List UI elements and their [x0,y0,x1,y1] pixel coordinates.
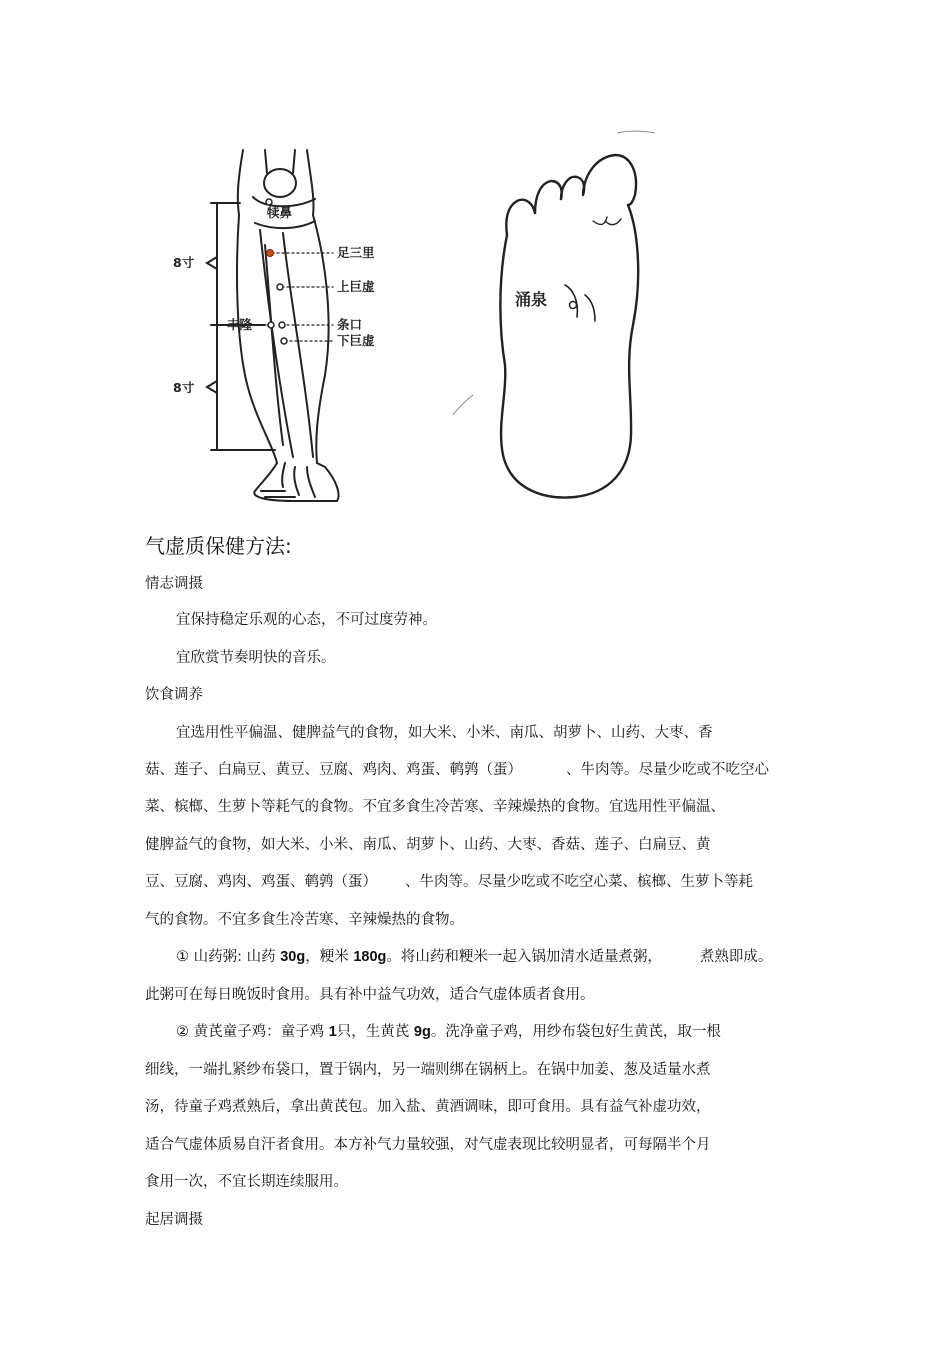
recipe-1-line [176,947,772,967]
zusanli-label: 足三里 [337,245,375,260]
text-segment: 煮熟即成。 [699,949,773,965]
section-heading: 气虚质保健方法: [145,534,292,558]
text-segment: 豆、豆腐、鸡肉、鸡蛋、鹌鹑（蛋） [145,874,377,890]
fenglong-label: 丰隆 [227,317,253,332]
xiajuxu-point [281,338,287,344]
paragraph: 宜保持稳定乐观的心态，不可过度劳神。 [176,612,437,628]
paragraph-line: 宜选用性平偏温、健脾益气的食物，如大米、小米、南瓜、胡萝卜、山药、大枣、香 [176,725,713,741]
paragraph: 宜欣赏节奏明快的音乐。 [176,650,336,666]
paragraph-line: 食用一次，不宜长期连续服用。 [145,1174,348,1190]
text-segment: 菇、莲子、白扁豆、黄豆、豆腐、鸡肉、鸡蛋、鹌鹑（蛋） [145,762,522,778]
recipe-amount: 1 [328,1024,337,1040]
recipe-amount: 9g [413,1024,431,1040]
paragraph-line: 此粥可在每日晚饭时食用。具有补中益气功效，适合气虚体质者食用。 [145,987,595,1003]
shangjuxu-point [277,284,283,290]
paragraph-line: 适合气虚体质易自汗者食用。本方补气力量较强，对气虚表现比较明显者，可每隔半个月 [145,1137,711,1153]
cun-lower-label: 8寸 [173,380,195,395]
subsection-title-diet: 饮食调养 [145,687,203,703]
zusanli-point [267,250,274,257]
paragraph-line: 健脾益气的食物，如大米、小米、南瓜、胡萝卜、山药、大枣、香菇、莲子、白扁豆、黄 [145,837,711,853]
text-segment: ① 山药粥: 山药 [176,949,281,965]
paragraph-line: 气的食物。不宜多食生冷苦寒、辛辣燥热的食物。 [145,912,464,928]
yongquan-label: 涌泉 [515,290,548,309]
text-segment: ，粳米 [305,949,354,965]
text-segment: 、牛肉等。尽量少吃或不吃空心 [566,762,769,778]
text-segment: 只，生黄芪 [336,1024,414,1040]
paragraph-line: 细线，一端扎紧纱布袋口，置于锅内，另一端则绑在锅柄上。在锅中加姜、葱及适量水煮 [145,1062,711,1078]
shangjuxu-label: 上巨虚 [337,279,375,294]
text-segment: ② 黄芪童子鸡：童子鸡 [176,1024,329,1040]
paragraph-line [145,760,769,780]
cun-upper-label: 8寸 [173,255,195,270]
paragraph-line [145,872,753,892]
text-segment: 。将山药和粳米一起入锅加清水适量煮粥， [386,949,662,965]
subsection-title-emotion: 情志调摄 [145,576,203,592]
foot-sole-figure [445,125,675,510]
tiaokou-point [279,322,285,328]
fenglong-point [268,322,274,328]
subsection-title-lifestyle: 起居调摄 [145,1212,203,1228]
paragraph-line: 菜、槟榔、生萝卜等耗气的食物。不宜多食生冷苦寒、辛辣燥热的食物。宜选用性平偏温、 [145,799,725,815]
recipe-2-line [176,1022,721,1042]
xiajuxu-label: 下巨虚 [337,333,375,348]
tiaokou-label: 条口 [337,317,363,332]
dubi-label: 犊鼻 [267,205,293,220]
yongquan-point [570,302,577,309]
paragraph-line: 汤，待童子鸡煮熟后，拿出黄芪包。加入盐、黄酒调味，即可食用。具有益气补虚功效， [145,1099,711,1115]
recipe-amount: 180g [353,949,387,965]
text-segment: 、牛肉等。尽量少吃或不吃空心菜、槟榔、生萝卜等耗 [405,874,753,890]
leg-acupoint-figure [165,145,405,510]
recipe-amount: 30g [280,949,306,965]
text-segment: 。洗净童子鸡，用纱布袋包好生黄芪，取一根 [430,1024,721,1040]
